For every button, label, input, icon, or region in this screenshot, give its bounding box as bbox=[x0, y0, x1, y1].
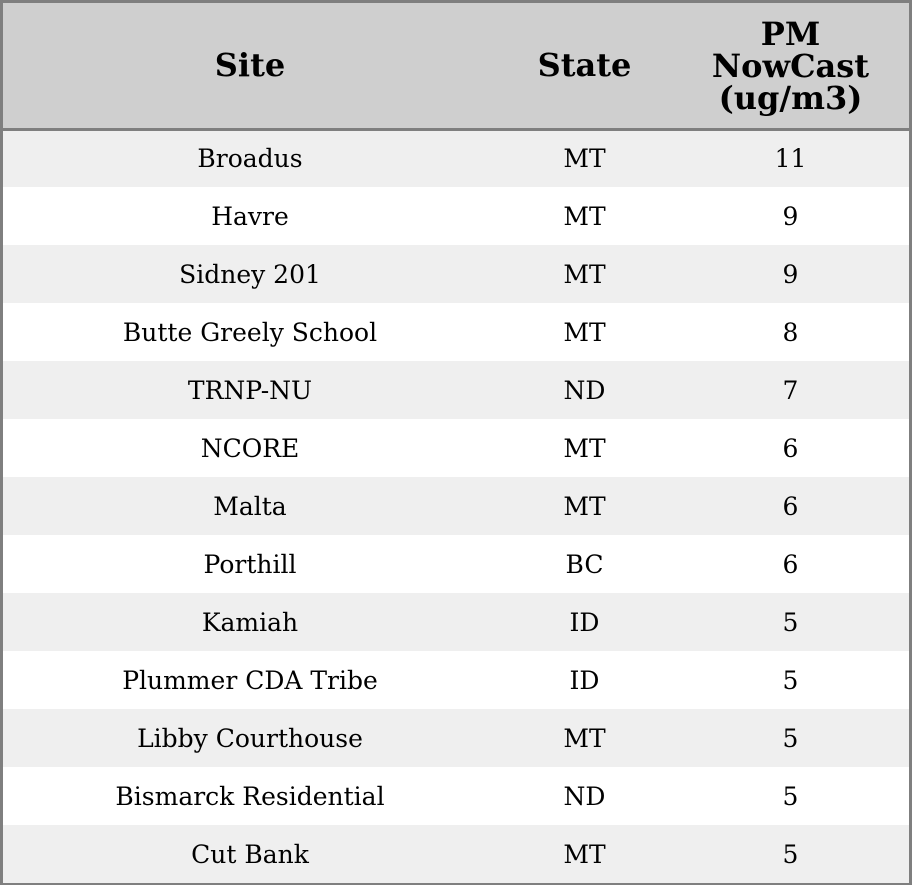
table-row bbox=[3, 187, 909, 245]
state-cell: MT bbox=[563, 433, 606, 463]
table-row bbox=[3, 593, 909, 651]
state-cell: MT bbox=[563, 201, 606, 231]
table-row bbox=[3, 709, 909, 767]
state-cell: MT bbox=[563, 491, 606, 521]
site-cell: Porthill bbox=[203, 549, 297, 579]
table-header bbox=[3, 3, 909, 129]
pm-header-line-3: (ug/m3) bbox=[718, 79, 863, 118]
state-cell: ID bbox=[569, 607, 600, 637]
site-cell: Libby Courthouse bbox=[137, 723, 363, 753]
site-cell: Plummer CDA Tribe bbox=[122, 665, 378, 695]
pm-nowcast-cell: 5 bbox=[782, 839, 799, 869]
header-row bbox=[3, 3, 909, 129]
state-cell: MT bbox=[563, 144, 606, 174]
site-cell: Cut Bank bbox=[191, 839, 309, 869]
pm-nowcast-cell: 8 bbox=[782, 317, 799, 347]
state-cell: MT bbox=[563, 317, 606, 347]
table-row bbox=[3, 767, 909, 825]
pm-nowcast-column-header bbox=[672, 3, 909, 129]
site-column-header: Site bbox=[3, 3, 497, 129]
site-cell: Bismarck Residential bbox=[115, 781, 385, 811]
pm-header-line-2: NowCast bbox=[711, 47, 870, 86]
pm-nowcast-cell: 9 bbox=[782, 201, 799, 231]
pm-nowcast-cell: 11 bbox=[774, 144, 807, 174]
table-row bbox=[3, 825, 909, 883]
site-cell: Sidney 201 bbox=[179, 259, 321, 289]
table-row bbox=[3, 245, 909, 303]
table-row bbox=[3, 419, 909, 477]
pm-nowcast-cell: 5 bbox=[782, 723, 799, 753]
state-cell: BC bbox=[565, 549, 604, 579]
site-cell: Butte Greely School bbox=[122, 317, 378, 347]
pm-nowcast-cell: 6 bbox=[782, 433, 799, 463]
state-cell: MT bbox=[563, 839, 606, 869]
state-cell: ID bbox=[569, 665, 600, 695]
pm-nowcast-cell: 5 bbox=[782, 607, 799, 637]
site-cell: NCORE bbox=[200, 433, 300, 463]
pm-header-line-1: PM bbox=[760, 15, 821, 54]
state-cell: ND bbox=[563, 781, 606, 811]
table-row bbox=[3, 477, 909, 535]
state-cell: ND bbox=[563, 375, 606, 405]
table-row bbox=[3, 535, 909, 593]
pm-nowcast-table bbox=[3, 3, 909, 883]
state-cell: MT bbox=[563, 259, 606, 289]
site-cell: TRNP-NU bbox=[187, 375, 313, 405]
table-row bbox=[3, 303, 909, 361]
pm-nowcast-cell: 9 bbox=[782, 259, 799, 289]
pm-nowcast-cell: 6 bbox=[782, 491, 799, 521]
pm-nowcast-cell: 6 bbox=[782, 549, 799, 579]
site-cell: Havre bbox=[211, 201, 289, 231]
state-cell: MT bbox=[563, 723, 606, 753]
pm-nowcast-cell: 5 bbox=[782, 781, 799, 811]
table-body bbox=[3, 129, 909, 883]
table-row bbox=[3, 129, 909, 187]
state-column-header: State bbox=[497, 3, 672, 129]
pm-nowcast-cell: 7 bbox=[782, 375, 799, 405]
table-row bbox=[3, 651, 909, 709]
pm-nowcast-cell: 5 bbox=[782, 665, 799, 695]
site-cell: Kamiah bbox=[201, 607, 299, 637]
site-cell: Broadus bbox=[197, 144, 303, 174]
table-row bbox=[3, 361, 909, 419]
site-cell: Malta bbox=[213, 491, 287, 521]
